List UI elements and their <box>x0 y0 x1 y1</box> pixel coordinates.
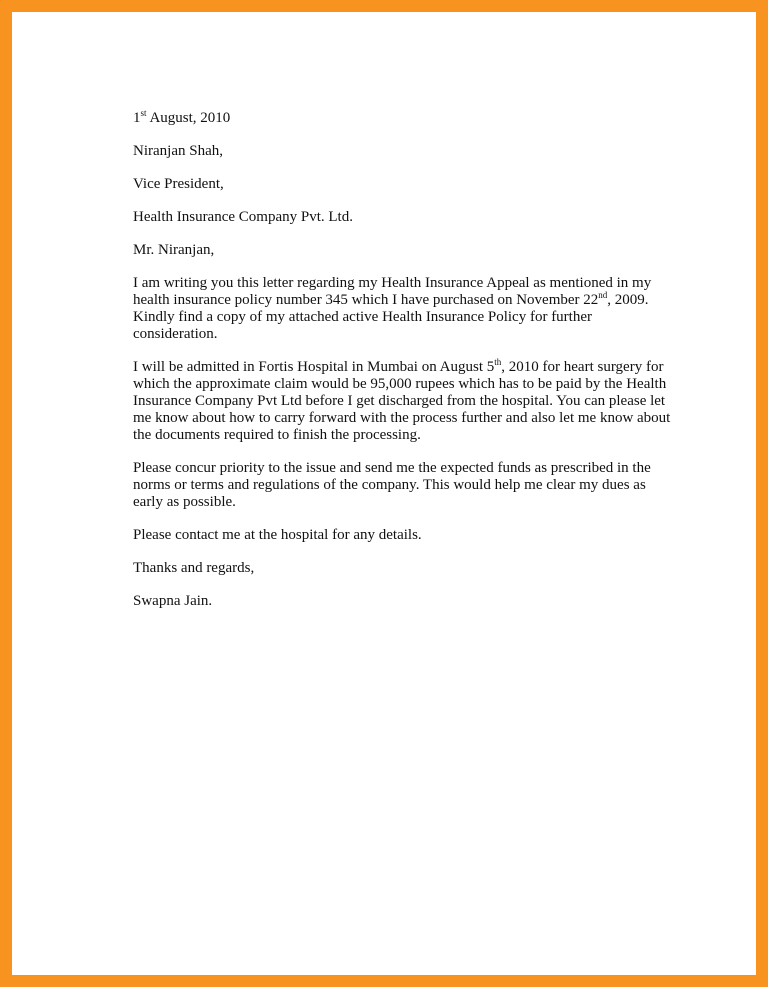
signature: Swapna Jain. <box>133 593 213 609</box>
p1-line3: Kindly find a copy of my attached active Health Insurance Policy for further <box>133 309 593 325</box>
p2-line5: the documents required to finish the processing. <box>133 427 421 443</box>
p2-line1-sup: th <box>494 357 502 367</box>
date-suffix: st <box>140 108 147 118</box>
date-rest: August, 2010 <box>146 110 231 126</box>
paragraph-4: Please contact me at the hospital for any details. <box>133 527 422 543</box>
p1-line2-text: health insurance policy number 345 which I have purchased on November 22 <box>133 292 599 308</box>
p2-line4: me know about how to carry forward with the process further and also let me know about <box>133 410 671 426</box>
recipient-title: Vice President, <box>133 176 224 192</box>
p1-line4: consideration. <box>133 326 218 342</box>
paragraph-3 <box>133 460 673 511</box>
date-day: 1 <box>133 110 141 126</box>
p2-line3: Insurance Company Pvt Ltd before I get discharged from the hospital. You can please let <box>133 393 666 409</box>
letter-body <box>133 110 673 610</box>
p1-line2 <box>133 292 673 309</box>
p2-line1-text: I will be admitted in Fortis Hospital in Mumbai on August 5 <box>133 359 495 375</box>
paragraph-2 <box>133 359 673 444</box>
p1-line2-tail: , 2009. <box>607 292 649 308</box>
letter-date <box>133 110 673 127</box>
salutation: Mr. Niranjan, <box>133 242 215 258</box>
p3-line3: early as possible. <box>133 494 236 510</box>
p1-line2-sup: nd <box>598 290 608 300</box>
recipient-company: Health Insurance Company Pvt. Ltd. <box>133 209 353 225</box>
p1-line1: I am writing you this letter regarding my Health Insurance Appeal as mentioned in my <box>133 275 652 291</box>
p3-line1: Please concur priority to the issue and send me the expected funds as prescribed in the <box>133 460 651 476</box>
p3-line2: norms or terms and regulations of the company. This would help me clear my dues as <box>133 477 646 493</box>
p2-line2: which the approximate claim would be 95,000 rupees which has to be paid by the Health <box>133 376 667 392</box>
paragraph-1 <box>133 275 673 343</box>
closing: Thanks and regards, <box>133 560 255 576</box>
recipient-name: Niranjan Shah, <box>133 143 223 159</box>
p2-line1-tail: , 2010 for heart surgery for <box>501 359 664 375</box>
p2-line1 <box>133 359 673 376</box>
